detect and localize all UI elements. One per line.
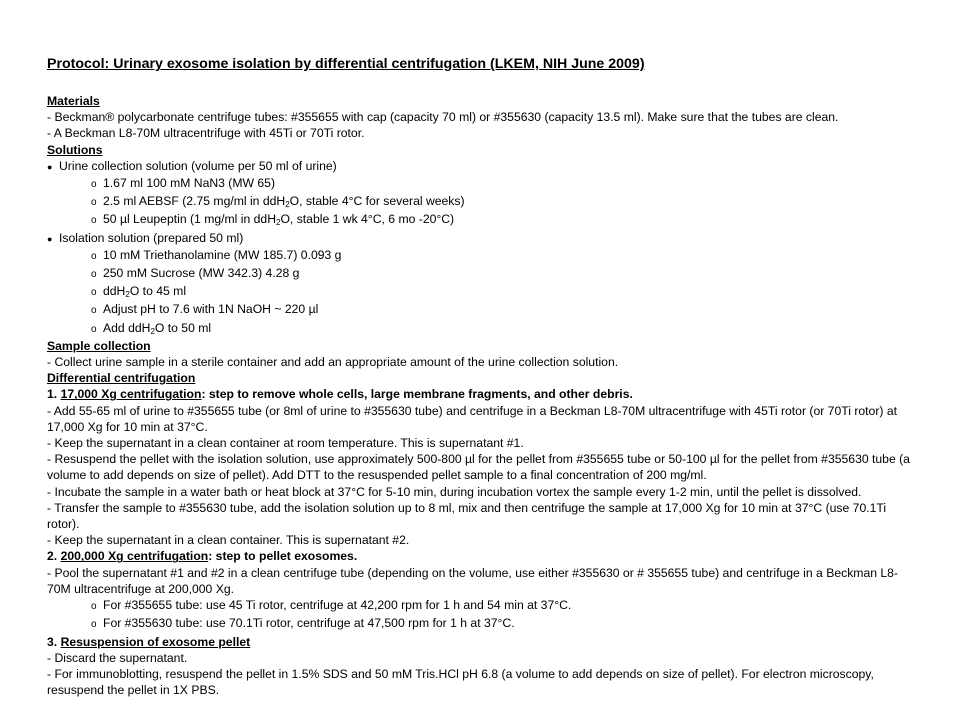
sub-item bbox=[47, 211, 915, 229]
step-line: - Transfer the sample to #355630 tube, add the isolation solution up to 8 ml, mix and then centrifuge the sample at 17,000 Xg for 10 min at 37°C (use 70.1Ti rotor). bbox=[47, 500, 887, 532]
sub-item-text: Add ddH bbox=[103, 320, 151, 335]
step-line: - Add 55-65 ml of urine to #355655 tube (or 8ml of urine to #355630 tube) and centrifuge in a Beckman L8-70M ultracentrifuge with 45Ti rotor (or 70Ti rotor) at 17,000 Xg for 10 min at 37°C. bbox=[47, 403, 897, 434]
filled-circle-bullet-icon: ● bbox=[47, 161, 53, 172]
sub-item-text: O, stable 4°C for several weeks) bbox=[289, 194, 465, 209]
sub-item bbox=[47, 175, 915, 193]
isolation-solution-bullet bbox=[47, 230, 915, 247]
sub-item bbox=[47, 597, 915, 615]
subscript: 2 bbox=[150, 326, 155, 336]
materials-line: - Beckman® polycarbonate centrifuge tubes: #355655 with cap (capacity 70 ml) or #355630 (capacity 13.5 ml). Make sure that the tubes are clean. bbox=[47, 110, 839, 125]
sub-item-text: Adjust pH to 7.6 with 1N NaOH ~ 220 µl bbox=[103, 302, 319, 317]
materials-heading: Materials bbox=[47, 94, 100, 108]
hollow-o-bullet-icon: o bbox=[91, 619, 97, 631]
step-number: 2. bbox=[47, 549, 61, 564]
sub-item bbox=[47, 247, 915, 265]
sub-item-text: 2.5 ml AEBSF (2.75 mg/ml in ddH bbox=[103, 194, 286, 209]
step-line: - Pool the supernatant #1 and #2 in a clean centrifuge tube (depending on the volume, use either #355630 or # 355655 tube) and centrifuge in a Beckman L8-70M ultracentrifuge at 200,000 Xg. bbox=[47, 565, 899, 596]
step-description: : step to pellet exosomes. bbox=[208, 549, 358, 564]
urine-solution-bullet bbox=[47, 158, 915, 175]
step-title: Resuspension of exosome pellet bbox=[60, 634, 251, 649]
step-1-heading bbox=[47, 386, 915, 402]
hollow-o-bullet-icon: o bbox=[91, 305, 97, 317]
sub-item bbox=[47, 320, 915, 338]
hollow-o-bullet-icon: o bbox=[91, 601, 97, 613]
solutions-heading: Solutions bbox=[47, 142, 103, 157]
sub-item bbox=[47, 283, 915, 301]
sub-item-text: O, stable 1 wk 4°C, 6 mo -20°C) bbox=[280, 212, 455, 227]
hollow-o-bullet-icon: o bbox=[91, 269, 97, 281]
bullet-label: Urine collection solution (volume per 50 ml of urine) bbox=[59, 158, 337, 173]
materials-line: - A Beckman L8-70M ultracentrifuge with 45Ti or 70Ti rotor. bbox=[47, 126, 365, 141]
hollow-o-bullet-icon: o bbox=[91, 215, 97, 227]
hollow-o-bullet-icon: o bbox=[91, 197, 97, 209]
step-3-heading bbox=[47, 634, 915, 650]
sub-item bbox=[47, 615, 915, 633]
subscript: 2 bbox=[276, 218, 281, 228]
step-2-heading bbox=[47, 548, 915, 564]
step-title: 17,000 Xg centrifugation bbox=[60, 387, 202, 402]
hollow-o-bullet-icon: o bbox=[91, 323, 97, 335]
subscript: 2 bbox=[125, 290, 130, 300]
sub-item bbox=[47, 265, 915, 283]
step-number: 3. bbox=[47, 634, 61, 649]
protocol-document bbox=[47, 56, 915, 698]
step-number: 1. bbox=[47, 387, 61, 402]
hollow-o-bullet-icon: o bbox=[91, 250, 97, 262]
step-description: : step to remove whole cells, large membrane fragments, and other debris. bbox=[201, 387, 633, 402]
sub-item-text: O to 45 ml bbox=[129, 284, 187, 299]
sub-item-text: For #355630 tube: use 70.1Ti rotor, centrifuge at 47,500 rpm for 1 h at 37°C. bbox=[103, 616, 515, 631]
sub-item-text: 10 mM Triethanolamine (MW 185.7) 0.093 g bbox=[103, 247, 342, 262]
sub-item-text: 1.67 ml 100 mM NaN3 (MW 65) bbox=[103, 176, 276, 191]
bullet-label: Isolation solution (prepared 50 ml) bbox=[59, 230, 244, 245]
sub-item-text: For #355655 tube: use 45 Ti rotor, centrifuge at 42,200 rpm for 1 h and 54 min at 37°C. bbox=[103, 598, 572, 613]
sub-item-text: ddH bbox=[103, 284, 126, 299]
sub-item-text: O to 50 ml bbox=[154, 320, 212, 335]
filled-circle-bullet-icon: ● bbox=[47, 233, 53, 244]
step-line: - Incubate the sample in a water bath or heat block at 37°C for 5-10 min, during incubation vortex the sample every 1-2 min, until the pellet is dissolved. bbox=[47, 484, 862, 499]
step-title: 200,000 Xg centrifugation bbox=[60, 549, 209, 564]
subscript: 2 bbox=[285, 200, 290, 210]
step-line: - Keep the supernatant in a clean container. This is supernatant #2. bbox=[47, 533, 410, 548]
document-title: Protocol: Urinary exosome isolation by differential centrifugation (LKEM, NIH June 2009) bbox=[47, 56, 645, 72]
sub-item-text: 250 mM Sucrose (MW 342.3) 4.28 g bbox=[103, 266, 300, 281]
sub-item bbox=[47, 301, 915, 319]
step-line: - Discard the supernatant. bbox=[47, 650, 188, 665]
sample-collection-line: - Collect urine sample in a sterile container and add an appropriate amount of the urine collection solution. bbox=[47, 355, 619, 370]
sub-item-text: 50 µl Leupeptin (1 mg/ml in ddH bbox=[103, 212, 276, 227]
step-line: - For immunoblotting, resuspend the pellet in 1.5% SDS and 50 mM Tris.HCl pH 6.8 (a volume to add depends on size of pellet). For electron microscopy, resuspend the pellet in 1X PBS. bbox=[47, 666, 874, 698]
sub-item bbox=[47, 193, 915, 211]
hollow-o-bullet-icon: o bbox=[91, 179, 97, 191]
step-line: - Keep the supernatant in a clean container at room temperature. This is supernatant #1. bbox=[47, 436, 524, 451]
sample-collection-heading: Sample collection bbox=[47, 338, 151, 353]
differential-centrifugation-heading: Differential centrifugation bbox=[47, 371, 196, 386]
hollow-o-bullet-icon: o bbox=[91, 287, 97, 299]
step-line: - Resuspend the pellet with the isolation solution, use approximately 500-800 µl for the pellet from #355655 tube or 50-100 µl for the pellet from #355630 tube (a volume to add depends on size of pellet). Add DTT to the resuspended pellet sample to a final concentration of 200 mg/ml. bbox=[47, 452, 910, 483]
